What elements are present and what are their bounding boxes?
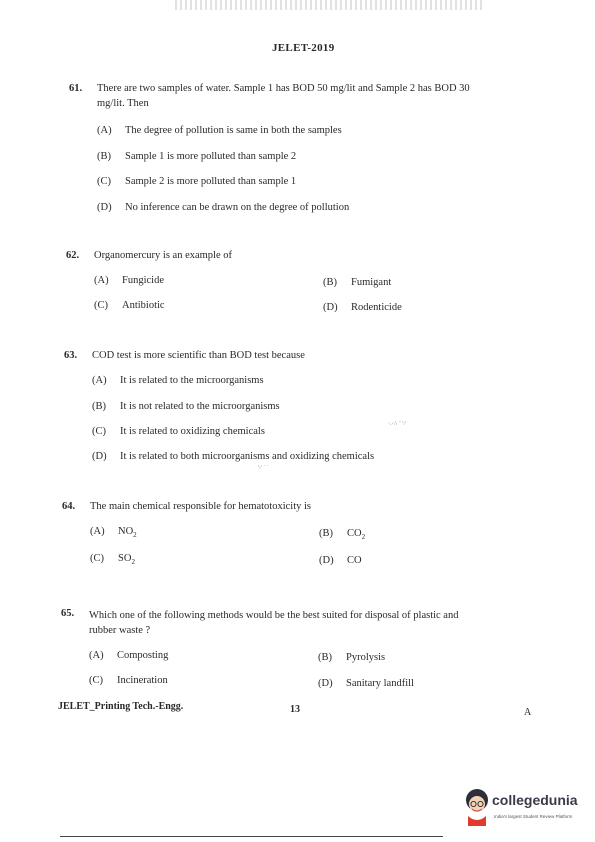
page-title: JELET-2019	[272, 42, 335, 54]
option-d: (D) CO	[319, 555, 362, 566]
option-a: (A) $NO_2$	[90, 526, 137, 540]
question-text-line1: There are two samples of water. Sample 1 has BOD 50 mg/lit and Sample 2 has BOD 30	[97, 83, 470, 94]
question-text-line1: Which one of the following methods would be the best suited for disposal of plastic and	[89, 610, 459, 621]
option-b: (B) Pyrolysis	[318, 652, 386, 663]
bottom-rule	[60, 836, 443, 837]
ink-smudge: ∵ ˙ ˙	[258, 465, 269, 471]
option-b: (B) $CO_2$	[319, 528, 366, 542]
option-a: (A) Fungicide	[94, 275, 164, 286]
question-text-line1: Organomercury is an example of	[94, 250, 233, 261]
option-c: (C) Incineration	[89, 675, 168, 686]
option-b: (B) It is not related to the microorganisms	[92, 401, 280, 412]
footer-exam-name: JELET_Printing Tech.-Engg.	[58, 701, 184, 712]
question-set-code: A	[524, 707, 532, 718]
question-text-line2: rubber waste ?	[89, 625, 151, 636]
option-d: (D) No inference can be drawn on the degree of pollution	[97, 202, 350, 213]
watermark-tagline: India's largest Student Review Platform	[494, 814, 573, 819]
option-a: (A) It is related to the microorganisms	[92, 375, 264, 386]
ink-smudge: ·.·∴ ¨ ∵	[388, 421, 407, 427]
option-a: (A) Composting	[89, 650, 169, 661]
option-a: (A) The degree of pollution is same in both the samples	[97, 125, 342, 136]
option-c: (C) Antibiotic	[94, 300, 165, 311]
watermark-brand: collegedunia	[492, 792, 578, 808]
option-b: (B) Fumigant	[323, 277, 392, 288]
scan-artifact	[175, 0, 485, 10]
question-number: 64.	[62, 501, 76, 512]
question-text-line1: The main chemical responsible for hematotoxicity is	[90, 501, 312, 512]
option-b: (B) Sample 1 is more polluted than sample 2	[97, 151, 297, 162]
option-d: (D) Rodenticide	[323, 302, 402, 313]
option-d: (D) It is related to both microorganisms and oxidizing chemicals	[92, 451, 375, 462]
question-text-line1: COD test is more scientific than BOD test because	[92, 350, 305, 361]
question-number: 62.	[66, 250, 80, 261]
question-number: 61.	[69, 83, 83, 94]
option-c: (C) It is related to oxidizing chemicals	[92, 426, 265, 437]
question-text-line2: mg/lit. Then	[97, 98, 149, 109]
option-d: (D) Sanitary landfill	[318, 678, 414, 689]
option-c: (C) $SO_2$	[90, 553, 135, 567]
question-number: 63.	[64, 350, 78, 361]
option-c: (C) Sample 2 is more polluted than sample 1	[97, 176, 297, 187]
page-number: 13	[290, 704, 300, 715]
question-number: 65.	[61, 608, 75, 619]
